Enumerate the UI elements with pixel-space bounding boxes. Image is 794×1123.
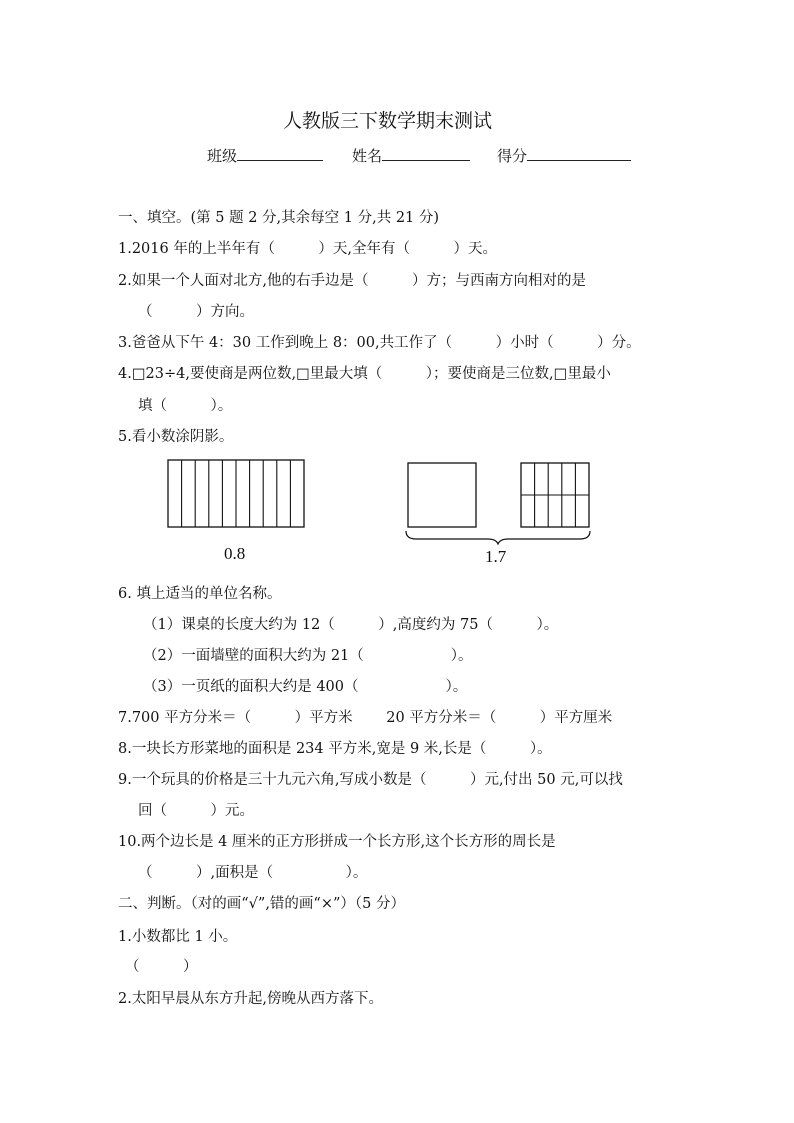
decimal-figure-0-8 <box>160 455 320 540</box>
question-2-line2: （ ）方向。 <box>138 304 254 320</box>
question-9-line2: 回（ ）元。 <box>138 803 254 819</box>
page-title: 人教版三下数学期末测试 <box>283 110 493 132</box>
question-6-part1: （1）课桌的长度大约为 12（ ）,高度约为 75（ ）。 <box>143 617 559 633</box>
class-label: 班级 <box>207 147 238 165</box>
question-4-line2: 填（ ）。 <box>138 398 233 414</box>
question-10-line1: 10.两个边长是 4 厘米的正方形拼成一个长方形,这个长方形的周长是 <box>118 834 556 850</box>
judge-question-2: 2.太阳早晨从东方升起,傍晚从西方落下。 <box>118 991 383 1007</box>
question-6: 6. 填上适当的单位名称。 <box>118 586 282 602</box>
section1-heading: 一、填空。(第 5 题 2 分,其余每空 1 分,共 21 分) <box>118 210 440 226</box>
question-10-line2: （ ）,面积是（ ）。 <box>138 865 368 881</box>
name-blank[interactable] <box>382 145 470 161</box>
question-5: 5.看小数涂阴影。 <box>118 429 234 445</box>
figure-label-0-8: 0.8 <box>224 544 246 563</box>
question-4-line1: 4.□23÷4,要使商是两位数,□里最大填（ ）；要使商是三位数,□里最小 <box>118 366 611 382</box>
decimal-figure-1-7 <box>400 455 600 545</box>
name-label: 姓名 <box>352 147 383 165</box>
question-6-part3: （3）一页纸的面积大约是 400（ ）。 <box>143 679 468 695</box>
question-7: 7.700 平方分米＝（ ）平方米 20 平方分米＝（ ）平方厘米 <box>118 710 613 726</box>
question-1: 1.2016 年的上半年有（ ）天,全年有（ ）天。 <box>118 241 497 257</box>
figure-label-1-7: 1.7 <box>485 547 507 566</box>
section2-heading: 二、判断。（对的画“√”,错的画“×”）（5 分） <box>118 896 405 912</box>
score-blank[interactable] <box>527 145 631 161</box>
question-3: 3.爸爸从下午 4：30 工作到晚上 8：00,共工作了（ ）小时（ ）分。 <box>118 335 641 351</box>
score-field <box>497 145 631 166</box>
name-field <box>352 145 470 166</box>
score-label: 得分 <box>497 147 528 165</box>
question-9-line1: 9.一个玩具的价格是三十九元六角,写成小数是（ ）元,付出 50 元,可以找 <box>118 772 623 788</box>
judge-answer-paren-1[interactable]: （ ） <box>125 959 198 975</box>
question-8: 8.一块长方形菜地的面积是 234 平方米,宽是 9 米,长是（ ）。 <box>118 741 552 757</box>
class-field <box>207 145 323 166</box>
judge-question-1: 1.小数都比 1 小。 <box>118 929 238 945</box>
question-2-line1: 2.如果一个人面对北方,他的右手边是（ ）方；与西南方向相对的是 <box>118 273 586 289</box>
question-6-part2: （2）一面墙壁的面积大约为 21（ ）。 <box>143 648 473 664</box>
class-blank[interactable] <box>237 145 323 161</box>
